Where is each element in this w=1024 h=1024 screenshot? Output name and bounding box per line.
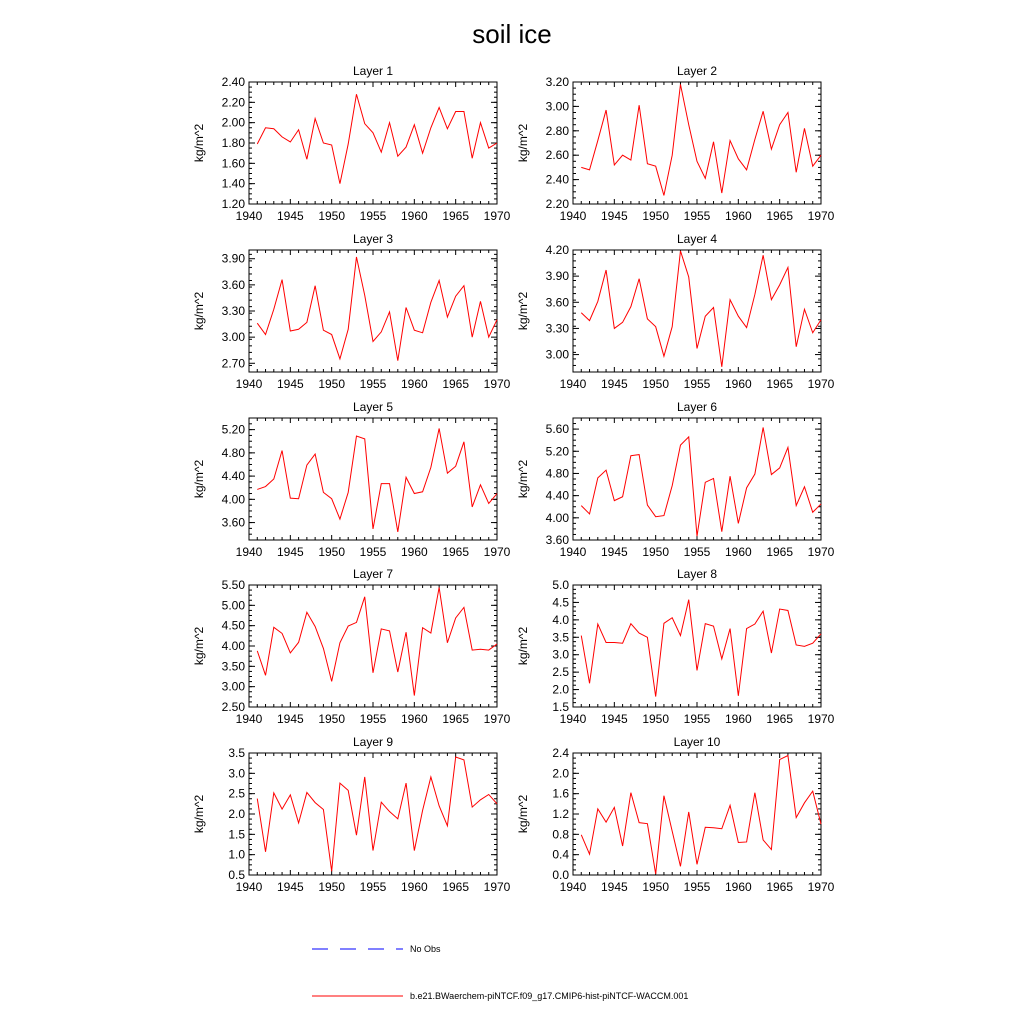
x-tick-label: 1945 <box>276 712 304 726</box>
panel-layer-6 <box>516 400 835 559</box>
y-axis-label: kg/m^2 <box>516 123 530 163</box>
y-tick-label: 1.20 <box>221 197 245 211</box>
panel-layer-8 <box>516 567 835 726</box>
y-tick-label: 2.80 <box>545 123 569 138</box>
panel-layer-3 <box>192 232 511 391</box>
y-tick-label: 1.40 <box>221 176 245 191</box>
x-tick-label: 1950 <box>642 545 670 559</box>
y-tick-label: 5.50 <box>221 578 245 592</box>
x-tick-label: 1945 <box>600 209 628 223</box>
panel-title: Layer 3 <box>352 232 394 246</box>
x-tick-label: 1970 <box>807 880 835 894</box>
panel-title: Layer 9 <box>352 735 394 749</box>
panel-title: Layer 6 <box>676 400 718 414</box>
x-tick-label: 1955 <box>359 712 387 726</box>
panel-layer-5 <box>192 400 511 559</box>
y-tick-label: 5.20 <box>221 422 245 437</box>
y-tick-label: 1.5 <box>228 827 245 842</box>
y-tick-label: 3.20 <box>545 75 569 89</box>
panel-title: Layer 2 <box>676 64 718 78</box>
y-tick-label: 2.0 <box>552 766 569 781</box>
y-tick-label: 4.50 <box>221 618 245 633</box>
legend-model-label: b.e21.BWaerchem-piNTCF.f09_g17.CMIP6-hist-piNTCF-WACCM.001 <box>410 991 689 1001</box>
x-tick-label: 1940 <box>559 880 587 894</box>
x-tick-label: 1955 <box>683 712 711 726</box>
x-tick-label: 1970 <box>807 209 835 223</box>
x-tick-label: 1960 <box>400 880 428 894</box>
y-tick-label: 2.5 <box>228 786 245 801</box>
y-tick-label: 3.00 <box>221 679 245 694</box>
y-tick-label: 3.5 <box>552 630 569 645</box>
series-line <box>581 600 821 697</box>
y-tick-label: 3.0 <box>228 766 245 781</box>
x-tick-label: 1955 <box>683 880 711 894</box>
y-tick-label: 5.0 <box>552 578 569 592</box>
y-tick-label: 2.5 <box>552 665 569 680</box>
y-tick-label: 2.0 <box>228 807 245 821</box>
x-tick-label: 1955 <box>683 377 711 391</box>
y-tick-label: 2.40 <box>221 75 245 89</box>
y-axis-label: kg/m^2 <box>516 291 530 331</box>
x-tick-label: 1950 <box>318 209 346 223</box>
x-tick-label: 1960 <box>400 712 428 726</box>
x-tick-label: 1965 <box>442 880 470 894</box>
x-tick-label: 1965 <box>766 377 794 391</box>
x-tick-label: 1940 <box>235 712 263 726</box>
y-tick-label: 2.0 <box>552 682 569 697</box>
x-tick-label: 1960 <box>724 712 752 726</box>
y-tick-label: 5.20 <box>545 444 569 459</box>
x-tick-label: 1970 <box>483 712 511 726</box>
x-tick-label: 1940 <box>559 545 587 559</box>
y-tick-label: 4.00 <box>221 492 245 507</box>
x-tick-label: 1950 <box>318 712 346 726</box>
panel-layer-4 <box>516 232 835 391</box>
y-tick-label: 4.40 <box>221 469 245 484</box>
x-tick-label: 1970 <box>483 209 511 223</box>
x-tick-label: 1960 <box>400 545 428 559</box>
plot-frame <box>249 753 497 875</box>
y-tick-label: 2.00 <box>221 115 245 130</box>
x-tick-label: 1945 <box>276 377 304 391</box>
y-tick-label: 1.0 <box>228 847 245 862</box>
x-tick-label: 1965 <box>766 209 794 223</box>
y-tick-label: 1.2 <box>552 807 569 821</box>
series-line <box>257 587 497 695</box>
x-tick-label: 1960 <box>400 377 428 391</box>
y-tick-label: 4.00 <box>545 510 569 525</box>
y-tick-label: 4.00 <box>221 639 245 653</box>
panel-layer-7 <box>192 567 511 726</box>
series-line <box>581 427 821 536</box>
series-line <box>581 84 821 195</box>
y-tick-label: 0.4 <box>552 847 569 862</box>
panel-layer-10 <box>516 735 835 894</box>
series-line <box>257 94 497 183</box>
x-tick-label: 1965 <box>442 545 470 559</box>
panel-grid <box>192 64 835 894</box>
y-axis-label: kg/m^2 <box>516 794 530 834</box>
x-tick-label: 1960 <box>724 377 752 391</box>
x-tick-label: 1940 <box>235 545 263 559</box>
x-tick-label: 1955 <box>683 545 711 559</box>
figure-title: soil ice <box>472 19 552 49</box>
y-tick-label: 1.6 <box>552 786 569 801</box>
x-tick-label: 1945 <box>276 209 304 223</box>
legend-no-obs-label: No Obs <box>410 944 441 954</box>
y-axis-label: kg/m^2 <box>192 794 206 834</box>
y-tick-label: 3.00 <box>221 330 245 345</box>
x-tick-label: 1960 <box>724 545 752 559</box>
y-tick-label: 3.60 <box>221 515 245 530</box>
x-tick-label: 1960 <box>400 209 428 223</box>
y-tick-label: 3.60 <box>545 533 569 547</box>
x-tick-label: 1970 <box>807 712 835 726</box>
x-tick-label: 1945 <box>600 712 628 726</box>
x-tick-label: 1945 <box>600 377 628 391</box>
y-axis-label: kg/m^2 <box>192 626 206 666</box>
y-tick-label: 4.5 <box>552 595 569 610</box>
panel-layer-1 <box>192 64 511 223</box>
x-tick-label: 1970 <box>807 545 835 559</box>
x-tick-label: 1965 <box>442 712 470 726</box>
y-tick-label: 3.90 <box>545 269 569 284</box>
series-line <box>257 257 497 361</box>
x-tick-label: 1940 <box>559 712 587 726</box>
x-tick-label: 1965 <box>766 545 794 559</box>
y-tick-label: 2.40 <box>545 172 569 187</box>
y-tick-label: 4.40 <box>545 488 569 503</box>
y-tick-label: 3.30 <box>221 304 245 318</box>
panel-title: Layer 5 <box>352 400 394 414</box>
x-tick-label: 1960 <box>724 209 752 223</box>
x-tick-label: 1955 <box>359 880 387 894</box>
x-tick-label: 1950 <box>318 545 346 559</box>
x-tick-label: 1950 <box>642 209 670 223</box>
x-tick-label: 1970 <box>483 377 511 391</box>
panel-title: Layer 8 <box>676 567 718 581</box>
y-tick-label: 3.90 <box>221 251 245 266</box>
x-tick-label: 1950 <box>642 377 670 391</box>
y-tick-label: 1.5 <box>552 700 569 714</box>
plot-frame <box>573 585 821 707</box>
x-tick-label: 1945 <box>600 880 628 894</box>
series-line <box>581 756 821 874</box>
x-tick-label: 1940 <box>559 209 587 223</box>
x-tick-label: 1955 <box>359 377 387 391</box>
x-tick-label: 1940 <box>559 377 587 391</box>
x-tick-label: 1950 <box>642 880 670 894</box>
plot-frame <box>573 250 821 372</box>
panel-title: Layer 10 <box>673 735 721 749</box>
y-tick-label: 5.00 <box>221 598 245 613</box>
x-tick-label: 1955 <box>359 545 387 559</box>
y-tick-label: 0.5 <box>228 868 245 882</box>
x-tick-label: 1940 <box>235 880 263 894</box>
x-tick-label: 1965 <box>442 209 470 223</box>
y-tick-label: 2.60 <box>545 148 569 163</box>
y-tick-label: 2.50 <box>221 700 245 714</box>
y-tick-label: 4.80 <box>545 466 569 481</box>
y-axis-label: kg/m^2 <box>516 459 530 499</box>
panel-layer-9 <box>192 735 511 894</box>
y-tick-label: 4.0 <box>552 612 569 627</box>
y-tick-label: 3.00 <box>545 99 569 114</box>
series-line <box>257 757 497 871</box>
y-tick-label: 3.30 <box>545 321 569 336</box>
panel-layer-2 <box>516 64 835 223</box>
y-tick-label: 2.70 <box>221 356 245 371</box>
x-tick-label: 1965 <box>766 880 794 894</box>
y-tick-label: 5.60 <box>545 422 569 437</box>
y-tick-label: 3.0 <box>552 647 569 662</box>
y-tick-label: 3.60 <box>545 295 569 310</box>
series-line <box>257 428 497 531</box>
x-tick-label: 1950 <box>642 712 670 726</box>
plot-frame <box>573 418 821 540</box>
panel-title: Layer 1 <box>352 64 394 78</box>
x-tick-label: 1945 <box>276 545 304 559</box>
x-tick-label: 1945 <box>600 545 628 559</box>
y-tick-label: 3.5 <box>228 746 245 760</box>
x-tick-label: 1970 <box>483 545 511 559</box>
y-axis-label: kg/m^2 <box>192 123 206 163</box>
y-tick-label: 1.80 <box>221 136 245 150</box>
series-line <box>581 251 821 367</box>
x-tick-label: 1940 <box>235 209 263 223</box>
x-tick-label: 1950 <box>318 377 346 391</box>
legend <box>312 944 688 1001</box>
x-tick-label: 1970 <box>483 880 511 894</box>
y-tick-label: 4.20 <box>545 243 569 257</box>
y-axis-label: kg/m^2 <box>516 626 530 666</box>
plot-frame <box>249 585 497 707</box>
y-tick-label: 3.00 <box>545 347 569 362</box>
x-tick-label: 1940 <box>235 377 263 391</box>
y-tick-label: 2.20 <box>545 197 569 211</box>
plot-frame <box>573 82 821 204</box>
plot-frame <box>249 418 497 540</box>
y-tick-label: 2.4 <box>552 746 569 760</box>
plot-frame <box>249 250 497 372</box>
x-tick-label: 1955 <box>683 209 711 223</box>
x-tick-label: 1950 <box>318 880 346 894</box>
y-tick-label: 4.80 <box>221 445 245 460</box>
y-tick-label: 3.60 <box>221 277 245 292</box>
x-tick-label: 1970 <box>807 377 835 391</box>
panel-title: Layer 7 <box>352 567 394 581</box>
y-tick-label: 2.20 <box>221 95 245 110</box>
plot-frame <box>249 82 497 204</box>
y-tick-label: 3.50 <box>221 659 245 674</box>
x-tick-label: 1960 <box>724 880 752 894</box>
y-axis-label: kg/m^2 <box>192 291 206 331</box>
y-tick-label: 1.60 <box>221 156 245 171</box>
x-tick-label: 1955 <box>359 209 387 223</box>
x-tick-label: 1965 <box>766 712 794 726</box>
y-tick-label: 0.8 <box>552 827 569 842</box>
y-axis-label: kg/m^2 <box>192 459 206 499</box>
x-tick-label: 1945 <box>276 880 304 894</box>
x-tick-label: 1965 <box>442 377 470 391</box>
panel-title: Layer 4 <box>676 232 718 246</box>
y-tick-label: 0.0 <box>552 868 569 882</box>
